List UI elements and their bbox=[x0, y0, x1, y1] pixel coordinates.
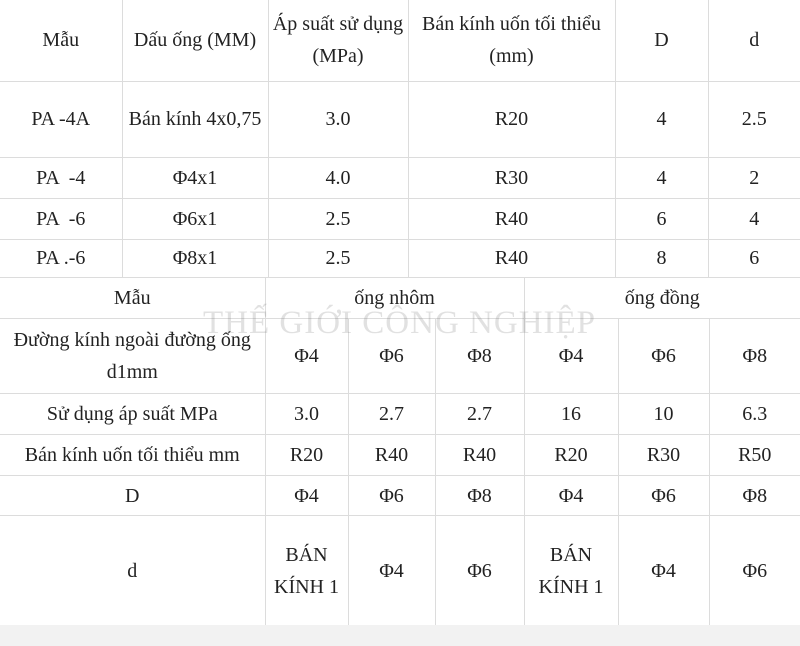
table-cell: Φ6 bbox=[348, 476, 435, 516]
table-cell: Φ4 bbox=[524, 319, 618, 394]
table-row bbox=[0, 157, 800, 198]
table-row bbox=[0, 319, 800, 394]
table-cell: 2.5 bbox=[708, 81, 800, 157]
table-row bbox=[0, 198, 800, 239]
table-cell: 2 bbox=[708, 157, 800, 198]
table-cell: 2.5 bbox=[268, 198, 408, 239]
table-cell: R30 bbox=[408, 157, 615, 198]
table-row bbox=[0, 476, 800, 516]
header-cell-model: Mẫu bbox=[0, 0, 122, 81]
table-row bbox=[0, 394, 800, 435]
row-label-outer-diameter: Đường kính ngoài đường ống d1mm bbox=[0, 319, 265, 394]
table-cell: Φ6 bbox=[348, 319, 435, 394]
header-cell-D: D bbox=[615, 0, 708, 81]
table-cell: 3.0 bbox=[265, 394, 348, 435]
table-cell: Φ8 bbox=[435, 476, 524, 516]
table-cell: Φ4 bbox=[618, 516, 709, 626]
table-cell: 4 bbox=[708, 198, 800, 239]
table-cell: 10 bbox=[618, 394, 709, 435]
table-cell: 3.0 bbox=[268, 81, 408, 157]
table-cell: R20 bbox=[408, 81, 615, 157]
table-cell: Φ4 bbox=[265, 319, 348, 394]
table-row bbox=[0, 435, 800, 476]
table-cell: Φ6x1 bbox=[122, 198, 268, 239]
spec-table-aluminum-copper bbox=[0, 277, 800, 626]
bottom-band bbox=[0, 625, 800, 646]
spec-table-pa bbox=[0, 0, 800, 277]
table-cell: R30 bbox=[618, 435, 709, 476]
table-cell: 2.7 bbox=[348, 394, 435, 435]
table-cell: 6 bbox=[615, 198, 708, 239]
table-cell: PA -4A bbox=[0, 81, 122, 157]
header-cell-d: d bbox=[708, 0, 800, 81]
table-cell: Φ4 bbox=[265, 476, 348, 516]
table-cell: PA .-6 bbox=[0, 239, 122, 277]
table-cell: 6.3 bbox=[709, 394, 800, 435]
table-cell: 4 bbox=[615, 81, 708, 157]
row-label-bend-radius: Bán kính uốn tối thiểu mm bbox=[0, 435, 265, 476]
table-cell: R40 bbox=[435, 435, 524, 476]
table-cell: Φ6 bbox=[618, 476, 709, 516]
table-cell: Φ6 bbox=[618, 319, 709, 394]
table-cell: Φ4 bbox=[348, 516, 435, 626]
table-cell: BÁN KÍNH 1 bbox=[524, 516, 618, 626]
header-cell-aluminum-tube: ống nhôm bbox=[265, 278, 524, 319]
table-cell: Φ8 bbox=[709, 319, 800, 394]
table-cell: R40 bbox=[408, 239, 615, 277]
header-cell-tube-mark: Dấu ống (MM) bbox=[122, 0, 268, 81]
table-cell: Φ6 bbox=[435, 516, 524, 626]
table-cell: 2.7 bbox=[435, 394, 524, 435]
table-cell: R50 bbox=[709, 435, 800, 476]
table-row bbox=[0, 81, 800, 157]
table-cell: Φ8 bbox=[435, 319, 524, 394]
table-cell: PA -6 bbox=[0, 198, 122, 239]
row-label-pressure: Sử dụng áp suất MPa bbox=[0, 394, 265, 435]
watermark-text: THẾ GIỚI CÔNG NGHIỆP bbox=[203, 305, 597, 341]
table-row bbox=[0, 516, 800, 626]
table-cell: R20 bbox=[524, 435, 618, 476]
table-cell: Φ8x1 bbox=[122, 239, 268, 277]
table-cell: PA -4 bbox=[0, 157, 122, 198]
table-header-row bbox=[0, 278, 800, 319]
row-label-d: d bbox=[0, 516, 265, 626]
table-cell: Bán kính 4x0,75 bbox=[122, 81, 268, 157]
table-cell: R40 bbox=[348, 435, 435, 476]
table-row bbox=[0, 239, 800, 277]
header-cell-bend-radius: Bán kính uốn tối thiểu (mm) bbox=[408, 0, 615, 81]
row-label-D: D bbox=[0, 476, 265, 516]
header-cell-copper-tube: ống đồng bbox=[524, 278, 800, 319]
table-cell: Φ4 bbox=[524, 476, 618, 516]
header-cell-model: Mẫu bbox=[0, 278, 265, 319]
table-cell: Φ4x1 bbox=[122, 157, 268, 198]
table-cell: Φ6 bbox=[709, 516, 800, 626]
table-header-row bbox=[0, 0, 800, 81]
table-cell: R20 bbox=[265, 435, 348, 476]
header-cell-pressure: Áp suất sử dụng (MPa) bbox=[268, 0, 408, 81]
table-cell: 4 bbox=[615, 157, 708, 198]
table-cell: 2.5 bbox=[268, 239, 408, 277]
table-cell: Φ8 bbox=[709, 476, 800, 516]
table-cell: 4.0 bbox=[268, 157, 408, 198]
table-cell: R40 bbox=[408, 198, 615, 239]
table-cell: 8 bbox=[615, 239, 708, 277]
table-cell: BÁN KÍNH 1 bbox=[265, 516, 348, 626]
table-cell: 16 bbox=[524, 394, 618, 435]
table-cell: 6 bbox=[708, 239, 800, 277]
